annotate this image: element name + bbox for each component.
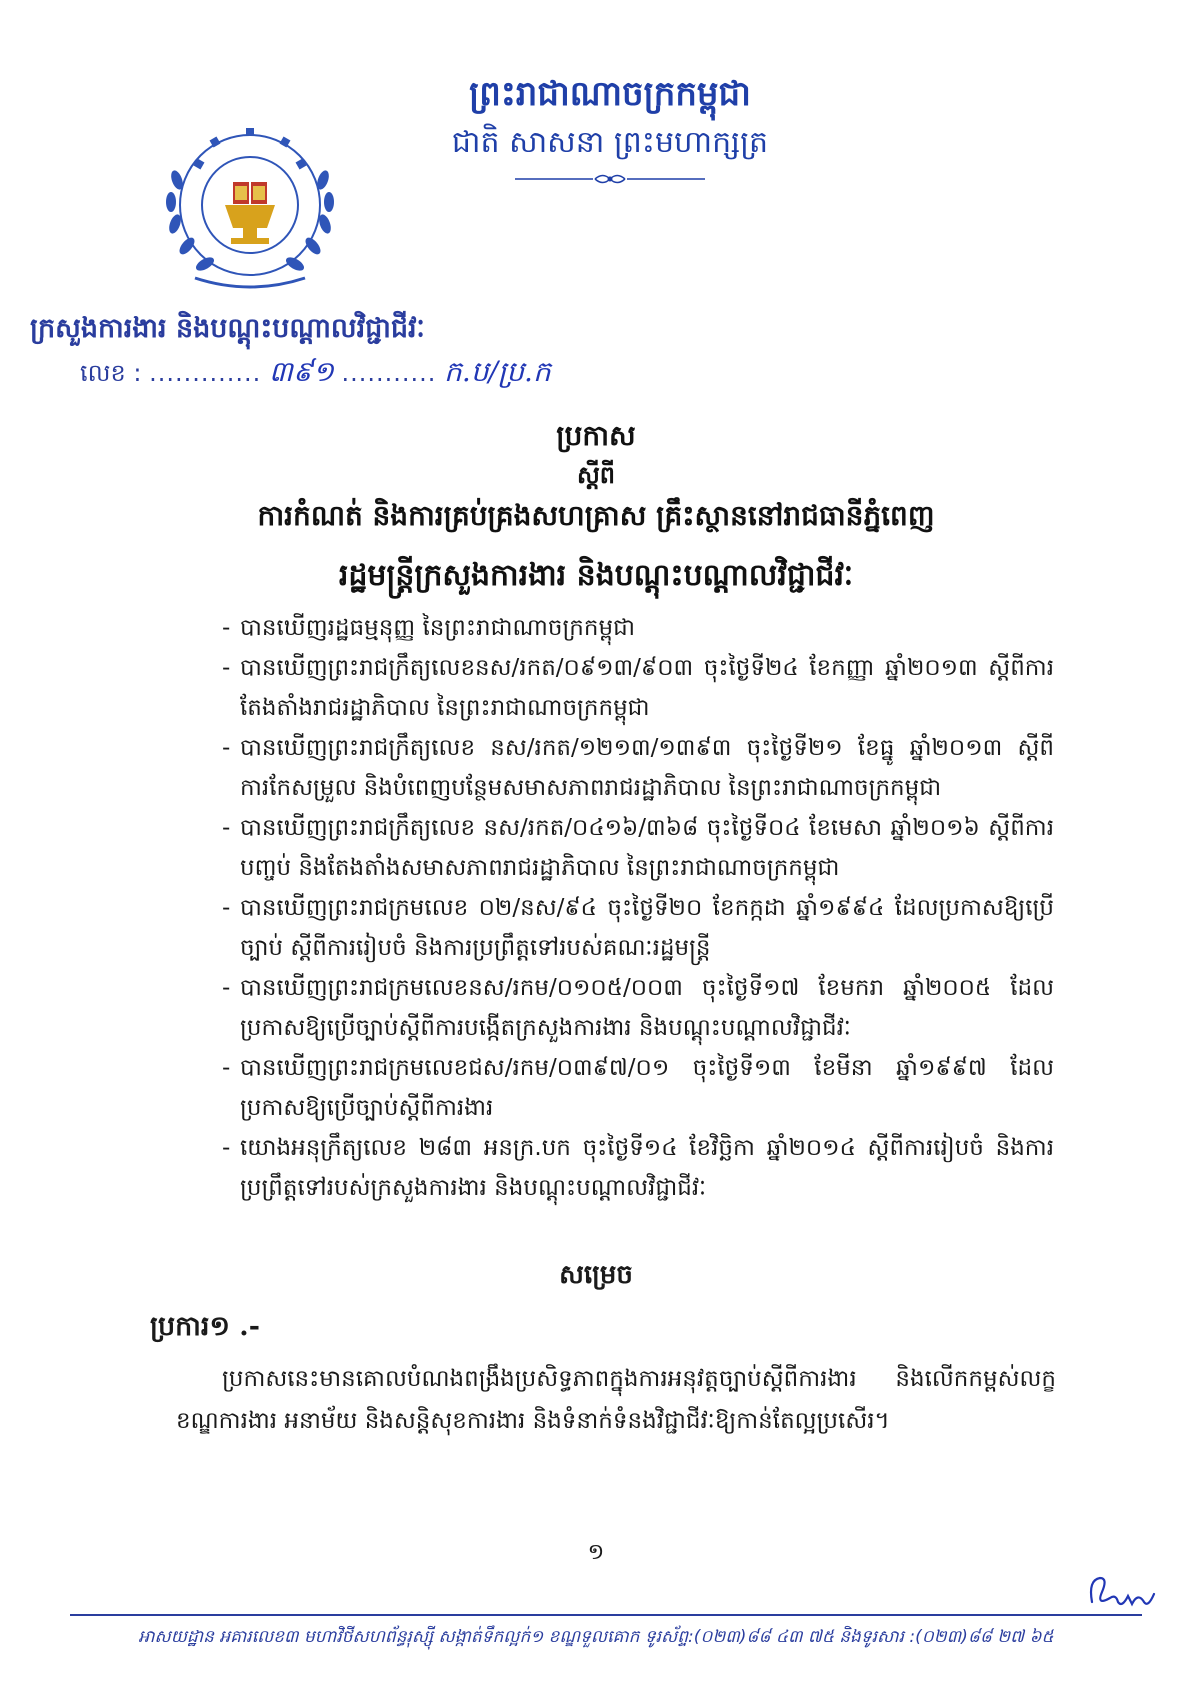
recital-item: - បានឃើញព្រះរាជក្រឹត្យលេខ នស/រកត/០៤១៦/៣៦៨ ចុះថ្ងៃទី០៤ ខែមេសា ឆ្នាំ២០១៦ ស្តីពីការបញ្ចប់ និងតែងតាំងសមាសភាពរាជរដ្ឋាភិបាល នៃព្រះរាជាណាចក្រកម្ពុជា [222, 808, 1054, 888]
decision-heading: សម្រេច [559, 1260, 633, 1290]
kingdom-header [440, 72, 780, 164]
kingdom-title: ព្រះរាជាណាចក្រកម្ពុជា [469, 74, 751, 114]
reference-dots: ............. [149, 359, 262, 387]
recital-item: - បានឃើញព្រះរាជក្រឹត្យលេខនស/រកត/០៩១៣/៩០៣ ចុះថ្ងៃទី២៤ ខែកញ្ញា ឆ្នាំ២០១៣ ស្តីពីការតែងតាំងរាជរដ្ឋាភិបាល នៃព្រះរាជាណាចក្រកម្ពុជា [222, 648, 1054, 728]
footer-address: អាសយដ្ឋាន អគារលេខ៣ មហាវិថីសហព័ន្ធរុស្ស៊ី សង្កាត់ទឹកល្អក់១ ខណ្ឌទួលគោក ទូរស័ព្ទ:(០២៣)៨៨ ៤៣ ៧៥ និងទូរសារ :(០២៣)៨៨ ២៧ ៦៥ [138, 1627, 1054, 1647]
reference-dots: ........... [341, 359, 437, 387]
reference-line [80, 354, 551, 395]
ministry-name: ក្រសួងការងារ និងបណ្តុះបណ្តាលវិជ្ជាជីវៈ [30, 313, 425, 344]
document-type: ប្រកាស [556, 419, 636, 452]
recital-item: - បានឃើញរដ្ឋធម្មនុញ្ញ នៃព្រះរាជាណាចក្រកម្ពុជា [222, 608, 1054, 648]
page-number: ១ [587, 1540, 605, 1565]
header-ornament-icon [515, 172, 705, 186]
document-about: ស្តីពី [576, 460, 616, 489]
recital-item: - បានឃើញព្រះរាជក្រមលេខជស/រកម/០៣៩៧/០១ ចុះថ្ងៃទី១៣ ខែមីនា ឆ្នាំ១៩៩៧ ដែលប្រកាសឱ្យប្រើច្បាប់ស្តីពីការងារ [222, 1048, 1054, 1128]
ministry-seal-icon [155, 110, 345, 300]
reference-label: លេខ : [80, 359, 142, 387]
document-issuer: រដ្ឋមន្ត្រីក្រសួងការងារ និងបណ្តុះបណ្តាលវិជ្ជាជីវៈ [338, 558, 854, 593]
footer-divider [70, 1614, 1142, 1616]
recital-item: - យោងអនុក្រឹត្យលេខ ២៨៣ អនក្រ.បក ចុះថ្ងៃទី១៤ ខែវិច្ឆិកា ឆ្នាំ២០១៤ ស្តីពីការរៀបចំ និងការប្រព្រឹត្តទៅរបស់ក្រសួងការងារ និងបណ្តុះបណ្តាលវិជ្ជាជីវៈ [222, 1128, 1054, 1208]
recitals-list [222, 608, 1054, 1208]
reference-suffix: ក.ប/ប្រ.ក [444, 355, 551, 388]
reference-number: ៣៩១ [268, 355, 334, 388]
kingdom-motto: ជាតិ សាសនា ព្រះមហាក្សត្រ [451, 125, 769, 160]
article-heading: ប្រការ១ .- [150, 1311, 260, 1342]
document-subject: ការកំណត់ និងការគ្រប់គ្រងសហគ្រាស គ្រឹះស្ថាននៅរាជធានីភ្នំពេញ [257, 499, 935, 532]
article-body: ប្រកាសនេះមានគោលបំណងពង្រឹងប្រសិទ្ធភាពក្នុងការអនុវត្តច្បាប់ស្តីពីការងារ និងលើកកម្ពស់លក្ខខណ្ឌការងារ អនាម័យ និងសន្តិសុខការងារ និងទំនាក់ទំនងវិជ្ជាជីវៈឱ្យកាន់តែល្អប្រសើរ។ [176, 1366, 1056, 1434]
recital-item: - បានឃើញព្រះរាជក្រមលេខ ០២/នស/៩៤ ចុះថ្ងៃទី២០ ខែកក្កដា ឆ្នាំ១៩៩៤ ដែលប្រកាសឱ្យប្រើច្បាប់ ស្តីពីការរៀបចំ និងការប្រព្រឹត្តទៅរបស់គណៈរដ្ឋមន្ត្រី [222, 888, 1054, 968]
recital-item: - បានឃើញព្រះរាជក្រឹត្យលេខ នស/រកត/១២១៣/១៣៩៣ ចុះថ្ងៃទី២១ ខែធ្នូ ឆ្នាំ២០១៣ ស្តីពីការកែសម្រួល និងបំពេញបន្ថែមសមាសភាពរាជរដ្ឋាភិបាល នៃព្រះរាជាណាចក្រកម្ពុជា [222, 728, 1054, 808]
initials-signature-icon [1082, 1572, 1162, 1612]
recital-item: - បានឃើញព្រះរាជក្រមលេខនស/រកម/០១០៥/០០៣ ចុះថ្ងៃទី១៧ ខែមករា ឆ្នាំ២០០៥ ដែលប្រកាសឱ្យប្រើច្បាប់ស្តីពីការបង្កើតក្រសួងការងារ និងបណ្តុះបណ្តាលវិជ្ជាជីវៈ [222, 968, 1054, 1048]
